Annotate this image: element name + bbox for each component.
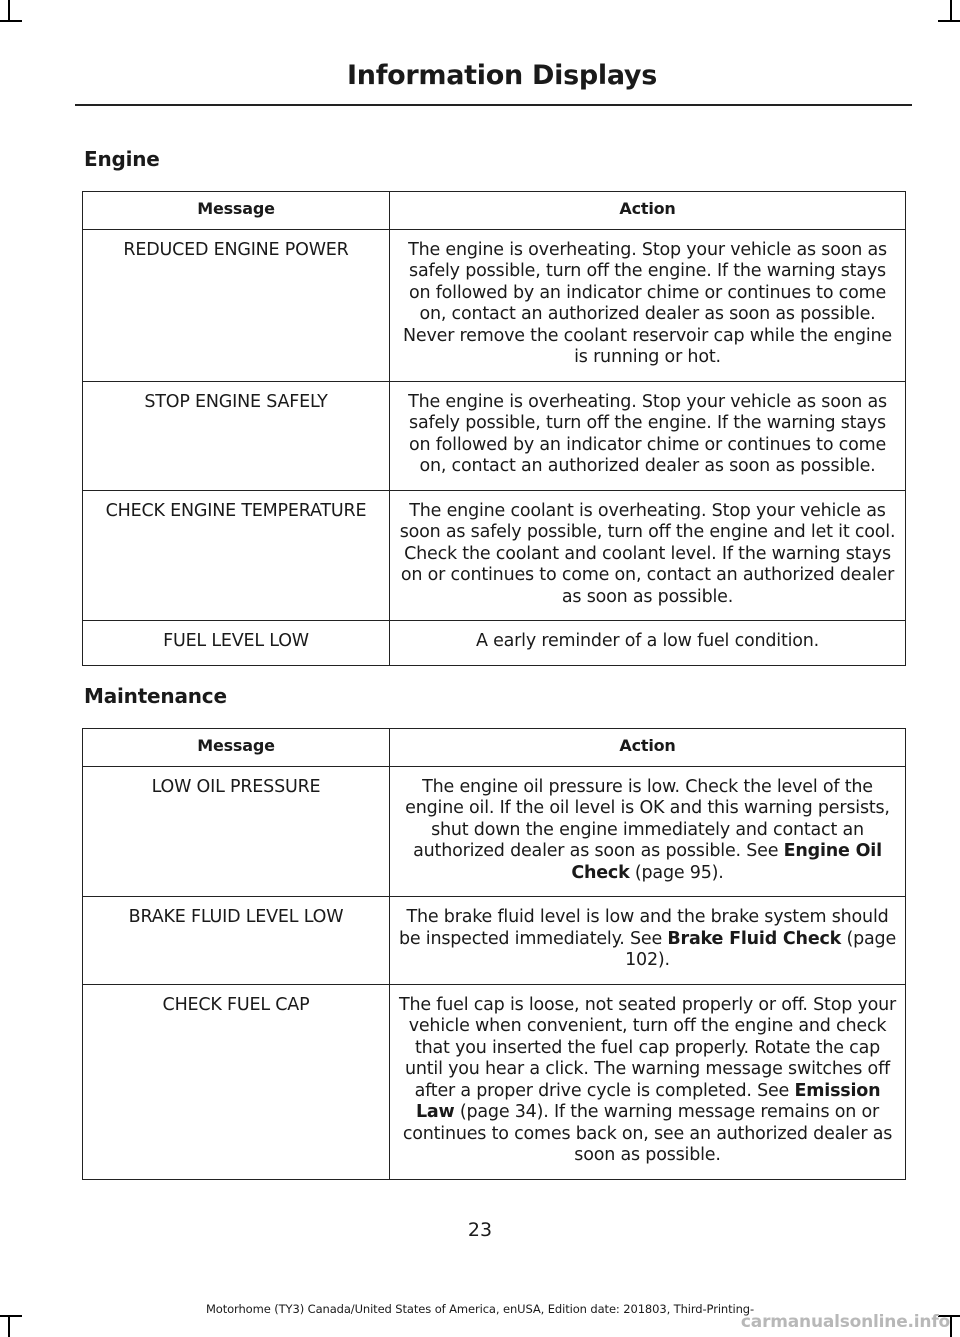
page-number: 23 — [467, 1219, 493, 1241]
action-cell — [390, 897, 906, 985]
crop-mark — [950, 1315, 952, 1337]
page-reference: (page 95). — [629, 862, 724, 883]
message-cell: FUEL LEVEL LOW — [83, 621, 390, 666]
crop-mark — [8, 0, 10, 22]
page-reference: (page 102). — [625, 928, 897, 970]
table-row — [83, 381, 906, 490]
message-cell: CHECK FUEL CAP — [83, 984, 390, 1179]
column-header-action: Action — [390, 192, 906, 230]
action-cell — [390, 766, 906, 897]
maintenance-table — [82, 728, 906, 1180]
emission-law-link[interactable]: Emission Law — [415, 1080, 881, 1122]
table-row — [83, 766, 906, 897]
brake-fluid-check-link[interactable]: Brake Fluid Check — [667, 928, 842, 949]
crop-mark — [938, 20, 960, 22]
page-title: Information Displays — [347, 60, 657, 91]
message-cell: STOP ENGINE SAFELY — [83, 381, 390, 490]
message-cell: REDUCED ENGINE POWER — [83, 229, 390, 381]
crop-mark — [0, 20, 22, 22]
title-divider — [75, 104, 912, 106]
message-cell: BRAKE FLUID LEVEL LOW — [83, 897, 390, 985]
message-cell: CHECK ENGINE TEMPERATURE — [83, 490, 390, 621]
crop-mark — [8, 1315, 10, 1337]
action-cell — [390, 984, 906, 1179]
crop-mark — [950, 0, 952, 22]
column-header-action: Action — [390, 729, 906, 767]
action-text: The engine oil pressure is low. Check the level of the engine oil. If the oil level is OK and this warning persists, shut down the engine immediately and contact an authorized dealer as soon as possible. See — [405, 776, 890, 861]
engine-oil-check-link[interactable]: Engine Oil Check — [571, 841, 882, 883]
column-header-message: Message — [83, 729, 390, 767]
table-row — [83, 897, 906, 985]
watermark: carmanualsonline.info — [740, 1312, 950, 1332]
table-row — [83, 984, 906, 1179]
engine-table — [82, 191, 906, 666]
action-cell: The engine is overheating. Stop your vehicle as soon as safely possible, turn off the engine. If the warning stays on followed by an indicator chime or continues to come on, contact an authorized dealer as soon as possible. — [390, 381, 906, 490]
action-cell: The engine coolant is overheating. Stop your vehicle as soon as safely possible, turn off the engine and let it cool. Check the coolant and coolant level. If the warning stays on or continues to come on, contact an authorized dealer as soon as possible. — [390, 490, 906, 621]
action-cell: A early reminder of a low fuel condition. — [390, 621, 906, 666]
column-header-message: Message — [83, 192, 390, 230]
table-header-row — [83, 192, 906, 230]
message-cell: LOW OIL PRESSURE — [83, 766, 390, 897]
table-row — [83, 621, 906, 666]
table-header-row — [83, 729, 906, 767]
maintenance-heading: Maintenance — [84, 684, 227, 708]
action-cell: The engine is overheating. Stop your vehicle as soon as safely possible, turn off the engine. If the warning stays on followed by an indicator chime or continues to come on, contact an authorized dealer as soon as possible. Never remove the coolant reservoir cap while the engine is running or hot. — [390, 229, 906, 381]
footer-edition-info: Motorhome (TY3) Canada/United States of America, enUSA, Edition date: 201803, Third-Printing- — [205, 1302, 755, 1316]
page-reference: (page 34). — [454, 1102, 549, 1122]
table-row — [83, 490, 906, 621]
table-row — [83, 229, 906, 381]
action-text: The brake fluid level is low and the brake system should be inspected immediately. See — [398, 907, 889, 949]
action-text: The fuel cap is loose, not seated properly or off. Stop your vehicle when convenient, turn off the engine and check that you inserted the fuel cap properly. Rotate the cap until you hear a click. The warning message switches off after a proper drive cycle is completed. See — [398, 994, 897, 1101]
engine-heading: Engine — [84, 147, 160, 171]
action-text-after: If the warning message remains on or continues to comes back on, see an authorized dealer as soon as possible. — [402, 1102, 893, 1165]
